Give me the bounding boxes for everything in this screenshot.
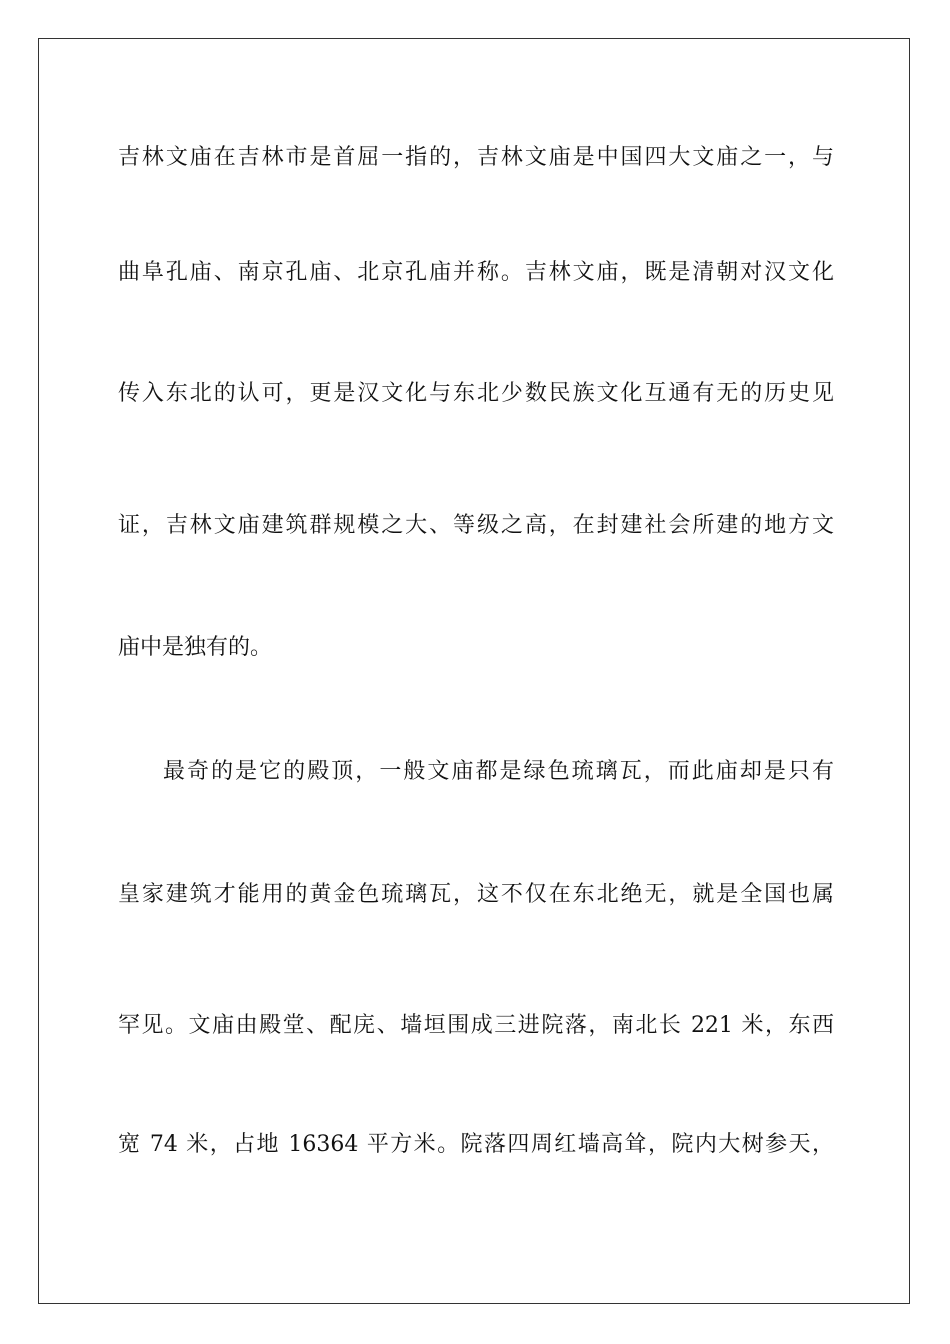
- paragraph-1-line-2: 曲阜孔庙、南京孔庙、北京孔庙并称。吉林文庙，既是清朝对汉文化: [118, 260, 834, 285]
- paragraph-2-line-4: 宽 74 米，占地 16364 平方米。院落四周红墙高耸，院内大树参天，: [118, 1132, 834, 1157]
- paragraph-1-line-3: 传入东北的认可，更是汉文化与东北少数民族文化互通有无的历史见: [118, 381, 834, 406]
- paragraph-2-line-2: 皇家建筑才能用的黄金色琉璃瓦，这不仅在东北绝无，就是全国也属: [118, 882, 834, 907]
- paragraph-2-line-1: 最奇的是它的殿顶，一般文庙都是绿色琉璃瓦，而此庙却是只有: [163, 759, 834, 784]
- paragraph-1-line-5: 庙中是独有的。: [118, 635, 273, 660]
- page-border: [38, 38, 910, 1304]
- paragraph-1-line-1: 吉林文庙在吉林市是首屈一指的，吉林文庙是中国四大文庙之一，与: [118, 145, 834, 170]
- paragraph-1-line-4: 证，吉林文庙建筑群规模之大、等级之高，在封建社会所建的地方文: [118, 513, 834, 538]
- paragraph-2-line-3: 罕见。文庙由殿堂、配庑、墙垣围成三进院落，南北长 221 米，东西: [118, 1013, 834, 1038]
